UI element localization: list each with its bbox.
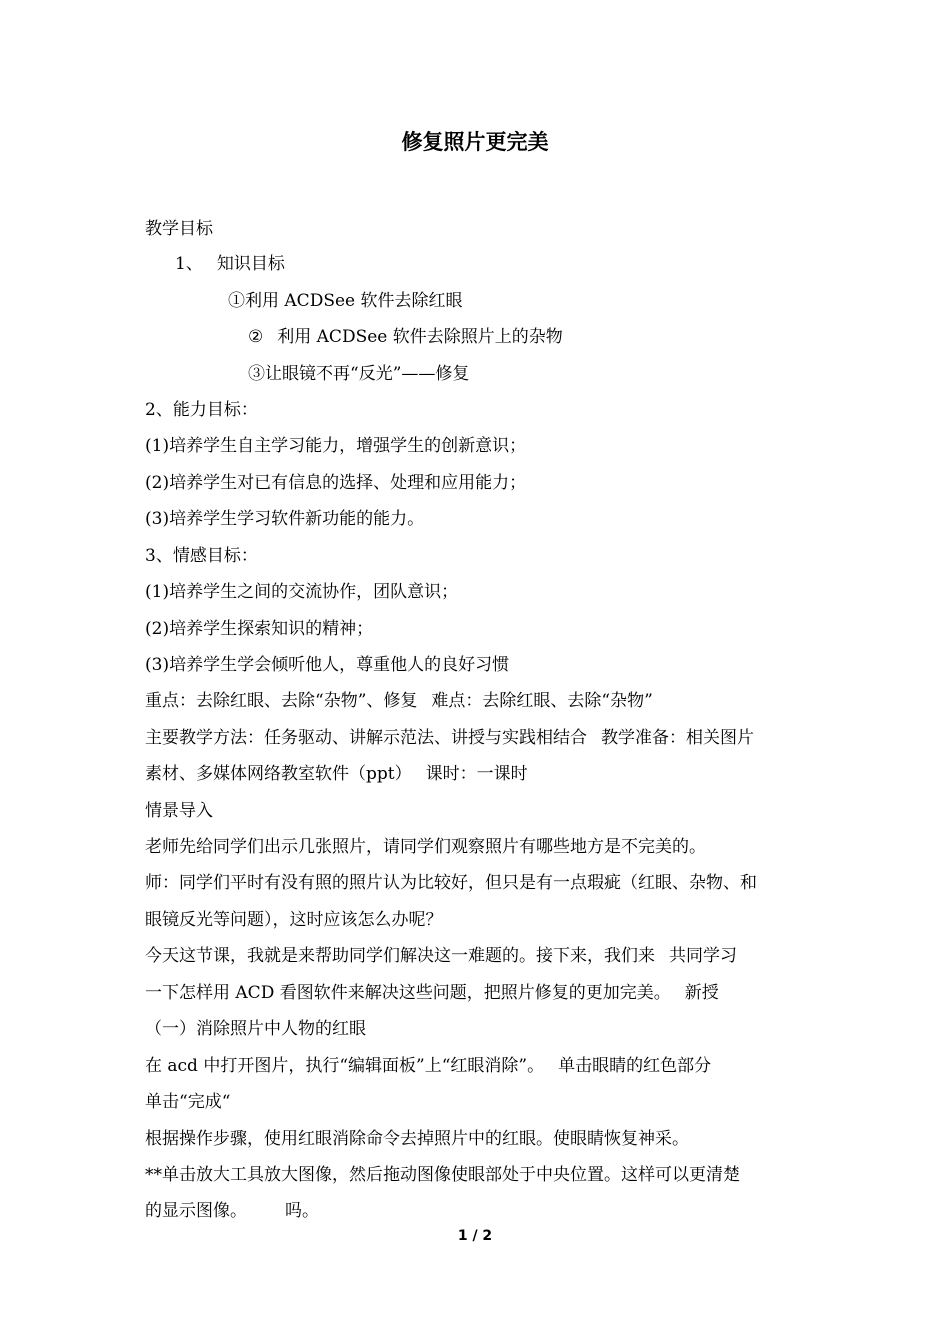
text-line: (2)培养学生对已有信息的选择、处理和应用能力； [145, 473, 527, 493]
text-line: (3)培养学生学会倾听他人，尊重他人的良好习惯 [145, 655, 510, 675]
text-line: (3)培养学生学习软件新功能的能力。 [145, 509, 425, 529]
text-line: 师：同学们平时有没有照的照片认为比较好，但只是有一点瑕疵（红眼、杂物、和 [145, 873, 757, 893]
text-line: (2)培养学生探索知识的精神； [145, 619, 374, 639]
text-line: 主要教学方法：任务驱动、讲解示范法、讲授与实践相结合 教学准备：相关图片 [145, 728, 754, 748]
text-line: (1)培养学生之间的交流协作，团队意识； [145, 582, 459, 602]
text-line: 一下怎样用 ACD 看图软件来解决这些问题，把照片修复的更加完美。 新授 [145, 983, 719, 1003]
text-line: 素材、多媒体网络教室软件（ppt） 课时：一课时 [145, 764, 528, 784]
text-line: ①利用 ACDSee 软件去除红眼 [228, 291, 463, 311]
text-line: (1)培养学生自主学习能力，增强学生的创新意识； [145, 436, 527, 456]
page-number: 1 / 2 [457, 1228, 493, 1244]
text-line: ② 利用 ACDSee 软件去除照片上的杂物 [248, 327, 563, 347]
text-line: 3、情感目标： [145, 546, 258, 566]
text-line: 老师先给同学们出示几张照片，请同学们观察照片有哪些地方是不完美的。 [145, 837, 706, 857]
text-line: （一）消除照片中人物的红眼 [145, 1019, 366, 1039]
document-title: 修复照片更完美 [401, 130, 549, 154]
text-line: 眼镜反光等问题），这时应该怎么办呢？ [145, 910, 443, 930]
text-line: ③让眼镜不再“反光”——修复 [248, 364, 470, 384]
text-line: 单击“完成“ [145, 1092, 231, 1112]
text-line: 的显示图像。 吗。 [145, 1201, 319, 1221]
text-line: 2、能力目标： [145, 400, 258, 420]
text-line: 教学目标 [145, 219, 213, 239]
text-line: 在 acd 中打开图片，执行“编辑面板”上“红眼消除”。 单击眼睛的红色部分 [145, 1056, 712, 1076]
text-line: 情景导入 [145, 801, 213, 821]
text-line: 重点：去除红眼、去除“杂物”、修复 难点：去除红眼、去除“杂物” [145, 691, 653, 711]
text-line: **单击放大工具放大图像，然后拖动图像使眼部处于中央位置。这样可以更清楚 [145, 1165, 740, 1185]
text-line: 根据操作步骤，使用红眼消除命令去掉照片中的红眼。使眼睛恢复神采。 [145, 1129, 689, 1149]
text-line: 今天这节课，我就是来帮助同学们解决这一难题的。接下来，我们来 共同学习 [145, 946, 737, 966]
text-line: 1、 知识目标 [175, 254, 285, 274]
